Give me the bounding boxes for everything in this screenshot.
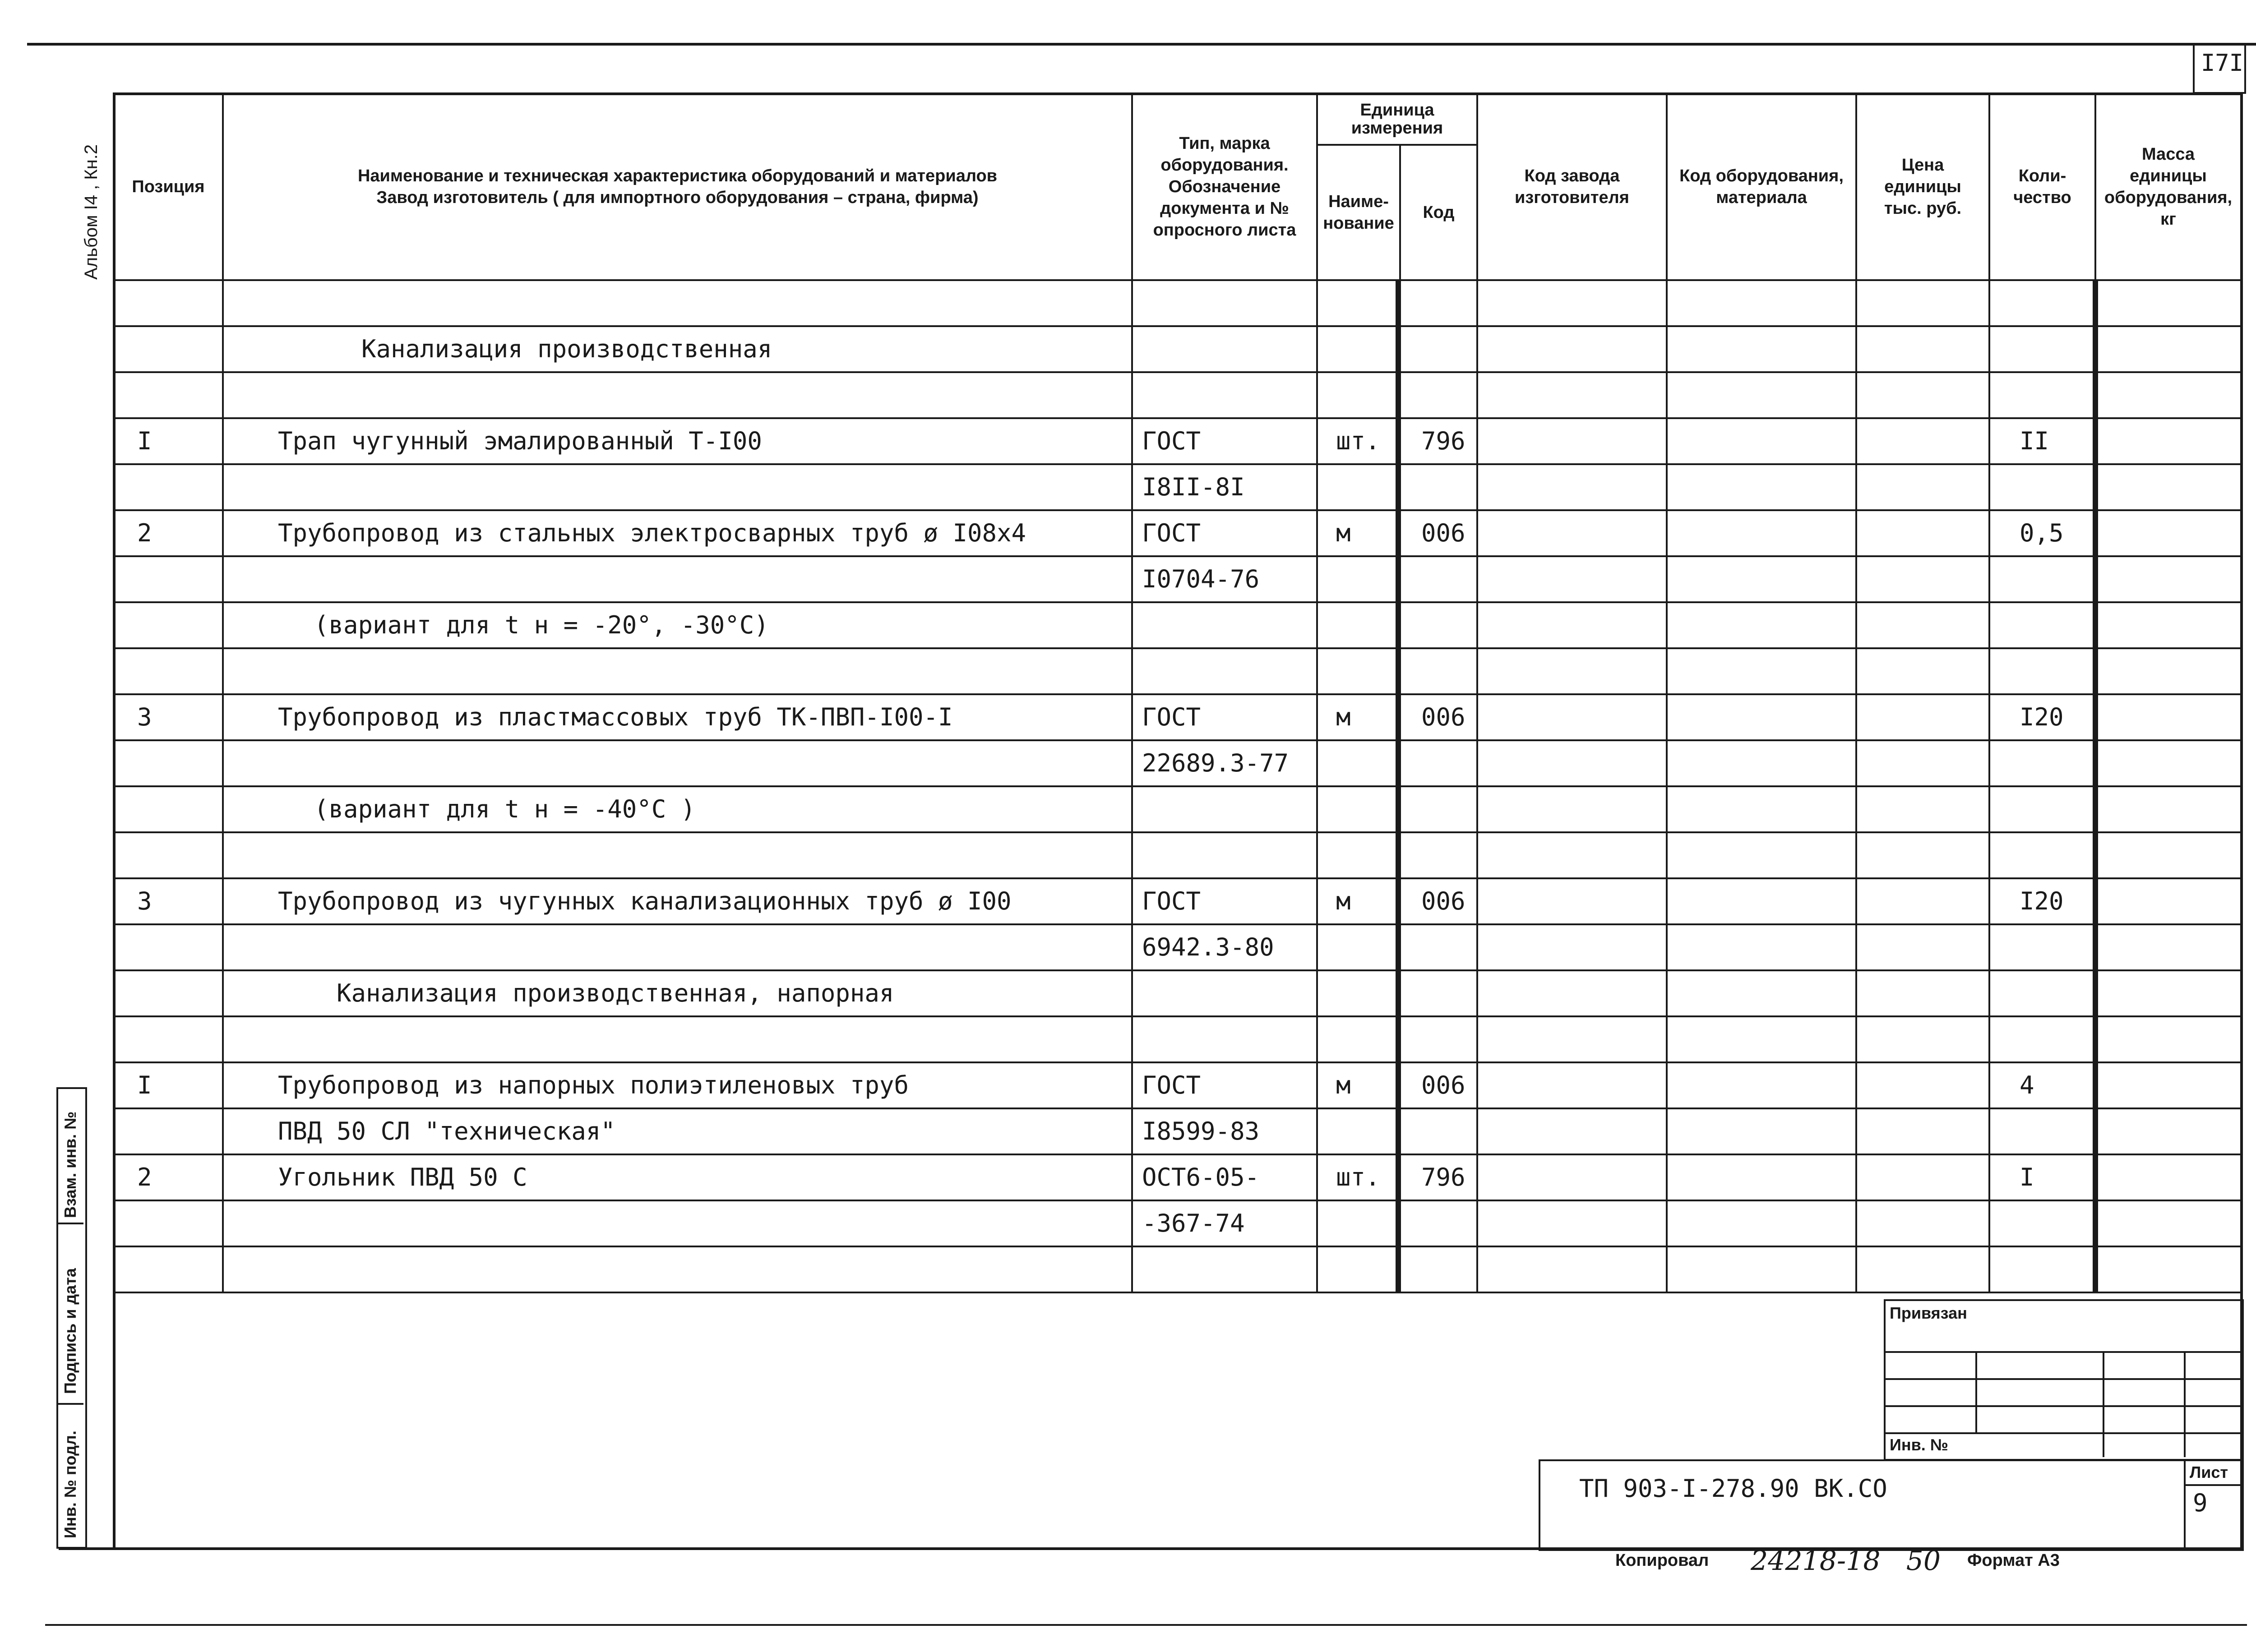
footer-copied: Копировал (1615, 1551, 1709, 1570)
cell-name: Канализация производственная, напорная (223, 970, 1132, 1016)
cell-quantity: I20 (1989, 878, 2095, 924)
cell-equipment-code (1667, 464, 1856, 510)
cell-factory-code (1477, 878, 1667, 924)
cell-quantity (1989, 924, 2095, 970)
cell-mass (2095, 326, 2241, 372)
table-row (114, 464, 2241, 510)
cell-position (114, 648, 223, 694)
table-row (114, 418, 2241, 464)
cell-unit-code (1398, 602, 1477, 648)
page-bottom-line (45, 1624, 2247, 1626)
list-number: 9 (2193, 1489, 2208, 1517)
cell-position: 2 (114, 1154, 223, 1200)
cell-name (223, 832, 1132, 878)
cell-quantity (1989, 556, 2095, 602)
designation-text: ТП 903-I-278.90 ВК.СО (1579, 1474, 1887, 1503)
cell-equipment-code (1667, 1062, 1856, 1108)
cell-type (1132, 970, 1317, 1016)
cell-unit-code: 006 (1398, 510, 1477, 556)
cell-unit-name (1317, 1108, 1398, 1154)
table-row (114, 326, 2241, 372)
cell-factory-code (1477, 648, 1667, 694)
cell-type: I8599-83 (1132, 1108, 1317, 1154)
cell-mass (2095, 924, 2241, 970)
cell-quantity (1989, 280, 2095, 326)
cell-name (223, 924, 1132, 970)
cell-type: ГОСТ (1132, 1062, 1317, 1108)
footer-order: 24218-18 50 (1751, 1545, 1941, 1577)
cell-position: I (114, 418, 223, 464)
cell-quantity: I20 (1989, 694, 2095, 740)
cell-position (114, 832, 223, 878)
cell-quantity (1989, 372, 2095, 418)
cell-equipment-code (1667, 326, 1856, 372)
cell-type (1132, 372, 1317, 418)
table-row (114, 1062, 2241, 1108)
cell-mass (2095, 464, 2241, 510)
cell-price (1856, 648, 1989, 694)
table-row (114, 740, 2241, 786)
cell-unit-code (1398, 556, 1477, 602)
cell-type: -367-74 (1132, 1200, 1317, 1246)
cell-type: ОСТ6-05- (1132, 1154, 1317, 1200)
cell-unit-name (1317, 970, 1398, 1016)
cell-unit-code (1398, 326, 1477, 372)
cell-unit-code (1398, 970, 1477, 1016)
header-quantity: Коли- чество (1989, 93, 2095, 280)
cell-mass (2095, 878, 2241, 924)
cell-equipment-code (1667, 1016, 1856, 1062)
cell-factory-code (1477, 1016, 1667, 1062)
cell-mass (2095, 648, 2241, 694)
cell-position (114, 1246, 223, 1292)
cell-factory-code (1477, 1154, 1667, 1200)
cell-price (1856, 694, 1989, 740)
cell-type: 6942.3-80 (1132, 924, 1317, 970)
cell-quantity (1989, 1016, 2095, 1062)
table-row (114, 510, 2241, 556)
designation-box (1539, 1459, 2244, 1551)
cell-unit-name: шт. (1317, 1154, 1398, 1200)
cell-quantity (1989, 740, 2095, 786)
cell-quantity: I (1989, 1154, 2095, 1200)
cell-factory-code (1477, 326, 1667, 372)
cell-name (223, 464, 1132, 510)
cell-mass (2095, 1200, 2241, 1246)
cell-factory-code (1477, 464, 1667, 510)
cell-price (1856, 510, 1989, 556)
cell-unit-name: шт. (1317, 418, 1398, 464)
cell-quantity: 4 (1989, 1062, 2095, 1108)
cell-quantity (1989, 326, 2095, 372)
cell-quantity (1989, 832, 2095, 878)
cell-unit-code (1398, 280, 1477, 326)
cell-unit-code (1398, 786, 1477, 832)
cell-equipment-code (1667, 280, 1856, 326)
cell-type (1132, 648, 1317, 694)
table-row (114, 372, 2241, 418)
cell-unit-name (1317, 924, 1398, 970)
cell-quantity (1989, 786, 2095, 832)
cell-price (1856, 1154, 1989, 1200)
side-stamp-inv: Инв. № подл. (61, 1431, 79, 1538)
cell-unit-name (1317, 372, 1398, 418)
cell-unit-name (1317, 1016, 1398, 1062)
cell-mass (2095, 694, 2241, 740)
footer-format: Формат А3 (1967, 1551, 2060, 1570)
cell-price (1856, 1200, 1989, 1246)
cell-equipment-code (1667, 1154, 1856, 1200)
table-row (114, 1016, 2241, 1062)
cell-equipment-code (1667, 1200, 1856, 1246)
cell-unit-name: м (1317, 510, 1398, 556)
cell-position: 3 (114, 694, 223, 740)
cell-mass (2095, 786, 2241, 832)
privyazan-h2 (1884, 1378, 2240, 1380)
table-row (114, 556, 2241, 602)
cell-unit-name: м (1317, 878, 1398, 924)
cell-unit-code (1398, 372, 1477, 418)
cell-unit-code: 796 (1398, 418, 1477, 464)
cell-name (223, 372, 1132, 418)
cell-unit-code (1398, 1016, 1477, 1062)
cell-position (114, 924, 223, 970)
cell-factory-code (1477, 1062, 1667, 1108)
cell-position (114, 464, 223, 510)
specification-table (113, 92, 2242, 1293)
cell-price (1856, 1246, 1989, 1292)
cell-quantity: 0,5 (1989, 510, 2095, 556)
cell-quantity (1989, 648, 2095, 694)
header-unit-group (1317, 93, 1477, 280)
cell-unit-name (1317, 1200, 1398, 1246)
cell-type: ГОСТ (1132, 694, 1317, 740)
table-row (114, 832, 2241, 878)
cell-equipment-code (1667, 510, 1856, 556)
cell-quantity (1989, 1108, 2095, 1154)
cell-price (1856, 1062, 1989, 1108)
cell-mass (2095, 1016, 2241, 1062)
table-row (114, 1246, 2241, 1292)
side-stamp-podpis: Подпись и дата (61, 1268, 79, 1394)
cell-price (1856, 464, 1989, 510)
privyazan-v3 (2184, 1351, 2186, 1457)
cell-factory-code (1477, 694, 1667, 740)
cell-position (114, 1016, 223, 1062)
list-box-h (2184, 1484, 2240, 1486)
cell-equipment-code (1667, 832, 1856, 878)
cell-unit-name (1317, 832, 1398, 878)
cell-unit-code (1398, 1200, 1477, 1246)
cell-unit-name (1317, 602, 1398, 648)
table-header-row (114, 93, 2241, 280)
cell-unit-name (1317, 556, 1398, 602)
cell-type: ГОСТ (1132, 418, 1317, 464)
header-price: Цена единицы тыс. руб. (1856, 93, 1989, 280)
cell-unit-code (1398, 740, 1477, 786)
table-row (114, 970, 2241, 1016)
cell-position (114, 1200, 223, 1246)
cell-name (223, 280, 1132, 326)
cell-name: ПВД 50 СЛ "техническая" (223, 1108, 1132, 1154)
privyazan-h4 (1884, 1432, 2240, 1434)
cell-price (1856, 372, 1989, 418)
cell-factory-code (1477, 970, 1667, 1016)
side-stamp-div-1 (56, 1223, 83, 1224)
list-box-divider (2184, 1459, 2186, 1547)
header-type: Тип, марка оборудования. Обозначение документа и № опросного листа (1132, 93, 1317, 280)
cell-factory-code (1477, 372, 1667, 418)
cell-position (114, 280, 223, 326)
cell-equipment-code (1667, 556, 1856, 602)
cell-price (1856, 924, 1989, 970)
cell-name (223, 648, 1132, 694)
cell-type (1132, 280, 1317, 326)
cell-mass (2095, 1108, 2241, 1154)
cell-equipment-code (1667, 740, 1856, 786)
cell-unit-name (1317, 280, 1398, 326)
cell-mass (2095, 372, 2241, 418)
frame-top-line (27, 43, 2256, 46)
cell-name: Угольник ПВД 50 С (223, 1154, 1132, 1200)
cell-name (223, 1200, 1132, 1246)
cell-type (1132, 786, 1317, 832)
cell-position (114, 372, 223, 418)
cell-price (1856, 832, 1989, 878)
table-row (114, 648, 2241, 694)
cell-name (223, 556, 1132, 602)
cell-mass (2095, 832, 2241, 878)
sheet-number-top: I7I (2201, 50, 2243, 77)
cell-mass (2095, 1246, 2241, 1292)
table-row (114, 1108, 2241, 1154)
cell-equipment-code (1667, 1108, 1856, 1154)
cell-unit-code (1398, 1108, 1477, 1154)
cell-name (223, 740, 1132, 786)
cell-name: Трап чугунный эмалированный Т-I00 (223, 418, 1132, 464)
cell-unit-code (1398, 1246, 1477, 1292)
cell-unit-code (1398, 924, 1477, 970)
cell-quantity (1989, 970, 2095, 1016)
header-unit-code: Код (1423, 203, 1455, 222)
cell-factory-code (1477, 1108, 1667, 1154)
cell-equipment-code (1667, 648, 1856, 694)
cell-name: Канализация производственная (223, 326, 1132, 372)
cell-equipment-code (1667, 418, 1856, 464)
cell-quantity: II (1989, 418, 2095, 464)
cell-unit-code (1398, 464, 1477, 510)
cell-name: Трубопровод из напорных полиэтиленовых труб (223, 1062, 1132, 1108)
table-row (114, 786, 2241, 832)
header-factory-code: Код завода изготовителя (1477, 93, 1667, 280)
cell-price (1856, 602, 1989, 648)
header-name: Наименование и техническая характеристика оборудований и материалов Завод изготовитель ( для импортного оборудования – страна, фирма) (223, 93, 1132, 280)
cell-name: (вариант для t н = -40°С ) (223, 786, 1132, 832)
cell-position (114, 740, 223, 786)
cell-unit-name (1317, 464, 1398, 510)
cell-equipment-code (1667, 694, 1856, 740)
header-equipment-code: Код оборудования, материала (1667, 93, 1856, 280)
privyazan-h3 (1884, 1405, 2240, 1407)
cell-equipment-code (1667, 786, 1856, 832)
cell-price (1856, 878, 1989, 924)
cell-unit-name: м (1317, 694, 1398, 740)
cell-position: 3 (114, 878, 223, 924)
inv-no-label: Инв. № (1890, 1435, 1948, 1454)
cell-unit-name (1317, 786, 1398, 832)
cell-position (114, 970, 223, 1016)
cell-unit-code (1398, 648, 1477, 694)
cell-factory-code (1477, 602, 1667, 648)
list-label: Лист (2190, 1463, 2228, 1481)
cell-position (114, 602, 223, 648)
cell-mass (2095, 510, 2241, 556)
cell-mass (2095, 1062, 2241, 1108)
cell-price (1856, 1016, 1989, 1062)
cell-type: I0704-76 (1132, 556, 1317, 602)
cell-mass (2095, 1154, 2241, 1200)
cell-name (223, 1246, 1132, 1292)
cell-mass (2095, 418, 2241, 464)
side-stamp-div-2 (56, 1403, 83, 1405)
cell-position (114, 1108, 223, 1154)
cell-factory-code (1477, 510, 1667, 556)
cell-type (1132, 326, 1317, 372)
cell-factory-code (1477, 832, 1667, 878)
cell-price (1856, 970, 1989, 1016)
cell-price (1856, 786, 1989, 832)
cell-factory-code (1477, 418, 1667, 464)
cell-type: I8II-8I (1132, 464, 1317, 510)
cell-name (223, 1016, 1132, 1062)
cell-price (1856, 418, 1989, 464)
privyazan-label: Привязан (1890, 1304, 1967, 1322)
cell-position: 2 (114, 510, 223, 556)
cell-unit-code: 006 (1398, 694, 1477, 740)
cell-name: Трубопровод из пластмассовых труб ТК-ПВП-I00-I (223, 694, 1132, 740)
side-stamp-vzam: Взам. инв. № (61, 1111, 79, 1218)
cell-unit-code: 006 (1398, 878, 1477, 924)
cell-type: ГОСТ (1132, 510, 1317, 556)
table-row (114, 1200, 2241, 1246)
cell-mass (2095, 602, 2241, 648)
cell-name: Трубопровод из стальных электросварных труб ø I08x4 (223, 510, 1132, 556)
cell-quantity (1989, 1200, 2095, 1246)
cell-unit-name (1317, 1246, 1398, 1292)
cell-type: ГОСТ (1132, 878, 1317, 924)
cell-price (1856, 740, 1989, 786)
cell-factory-code (1477, 924, 1667, 970)
cell-factory-code (1477, 1200, 1667, 1246)
album-label: Альбом I4 , Кн.2 (81, 144, 101, 280)
cell-quantity (1989, 464, 2095, 510)
cell-price (1856, 280, 1989, 326)
cell-position (114, 326, 223, 372)
cell-factory-code (1477, 280, 1667, 326)
cell-unit-name (1317, 740, 1398, 786)
cell-position (114, 786, 223, 832)
cell-type (1132, 832, 1317, 878)
cell-unit-code: 796 (1398, 1154, 1477, 1200)
cell-type (1132, 1016, 1317, 1062)
cell-factory-code (1477, 786, 1667, 832)
table-row (114, 1154, 2241, 1200)
cell-equipment-code (1667, 372, 1856, 418)
header-position: Позиция (114, 93, 223, 280)
cell-type (1132, 602, 1317, 648)
cell-unit-name: м (1317, 1062, 1398, 1108)
cell-equipment-code (1667, 878, 1856, 924)
cell-mass (2095, 280, 2241, 326)
cell-unit-name (1317, 326, 1398, 372)
cell-name: (вариант для t н = -20°, -30°С) (223, 602, 1132, 648)
table-row (114, 878, 2241, 924)
cell-type: 22689.3-77 (1132, 740, 1317, 786)
table-row (114, 924, 2241, 970)
table-body (114, 280, 2241, 1292)
cell-position: I (114, 1062, 223, 1108)
privyazan-v2 (2103, 1351, 2104, 1457)
privyazan-v1 (1975, 1351, 1977, 1432)
privyazan-h1 (1884, 1351, 2240, 1353)
cell-mass (2095, 970, 2241, 1016)
cell-factory-code (1477, 1246, 1667, 1292)
cell-equipment-code (1667, 970, 1856, 1016)
header-unit: Единица измерения (1318, 94, 1476, 146)
cell-price (1856, 556, 1989, 602)
cell-equipment-code (1667, 924, 1856, 970)
cell-unit-code: 006 (1398, 1062, 1477, 1108)
table-row (114, 280, 2241, 326)
cell-type (1132, 1246, 1317, 1292)
cell-price (1856, 326, 1989, 372)
cell-position (114, 556, 223, 602)
table-row (114, 694, 2241, 740)
cell-name: Трубопровод из чугунных канализационных труб ø I00 (223, 878, 1132, 924)
cell-factory-code (1477, 556, 1667, 602)
cell-equipment-code (1667, 602, 1856, 648)
cell-unit-name (1317, 648, 1398, 694)
cell-mass (2095, 740, 2241, 786)
cell-mass (2095, 556, 2241, 602)
cell-quantity (1989, 602, 2095, 648)
header-unit-name: Наиме- нование (1318, 146, 1401, 279)
cell-equipment-code (1667, 1246, 1856, 1292)
cell-quantity (1989, 1246, 2095, 1292)
cell-unit-code (1398, 832, 1477, 878)
cell-factory-code (1477, 740, 1667, 786)
header-mass: Масса единицы оборудования, кг (2095, 93, 2241, 280)
cell-price (1856, 1108, 1989, 1154)
table-row (114, 602, 2241, 648)
